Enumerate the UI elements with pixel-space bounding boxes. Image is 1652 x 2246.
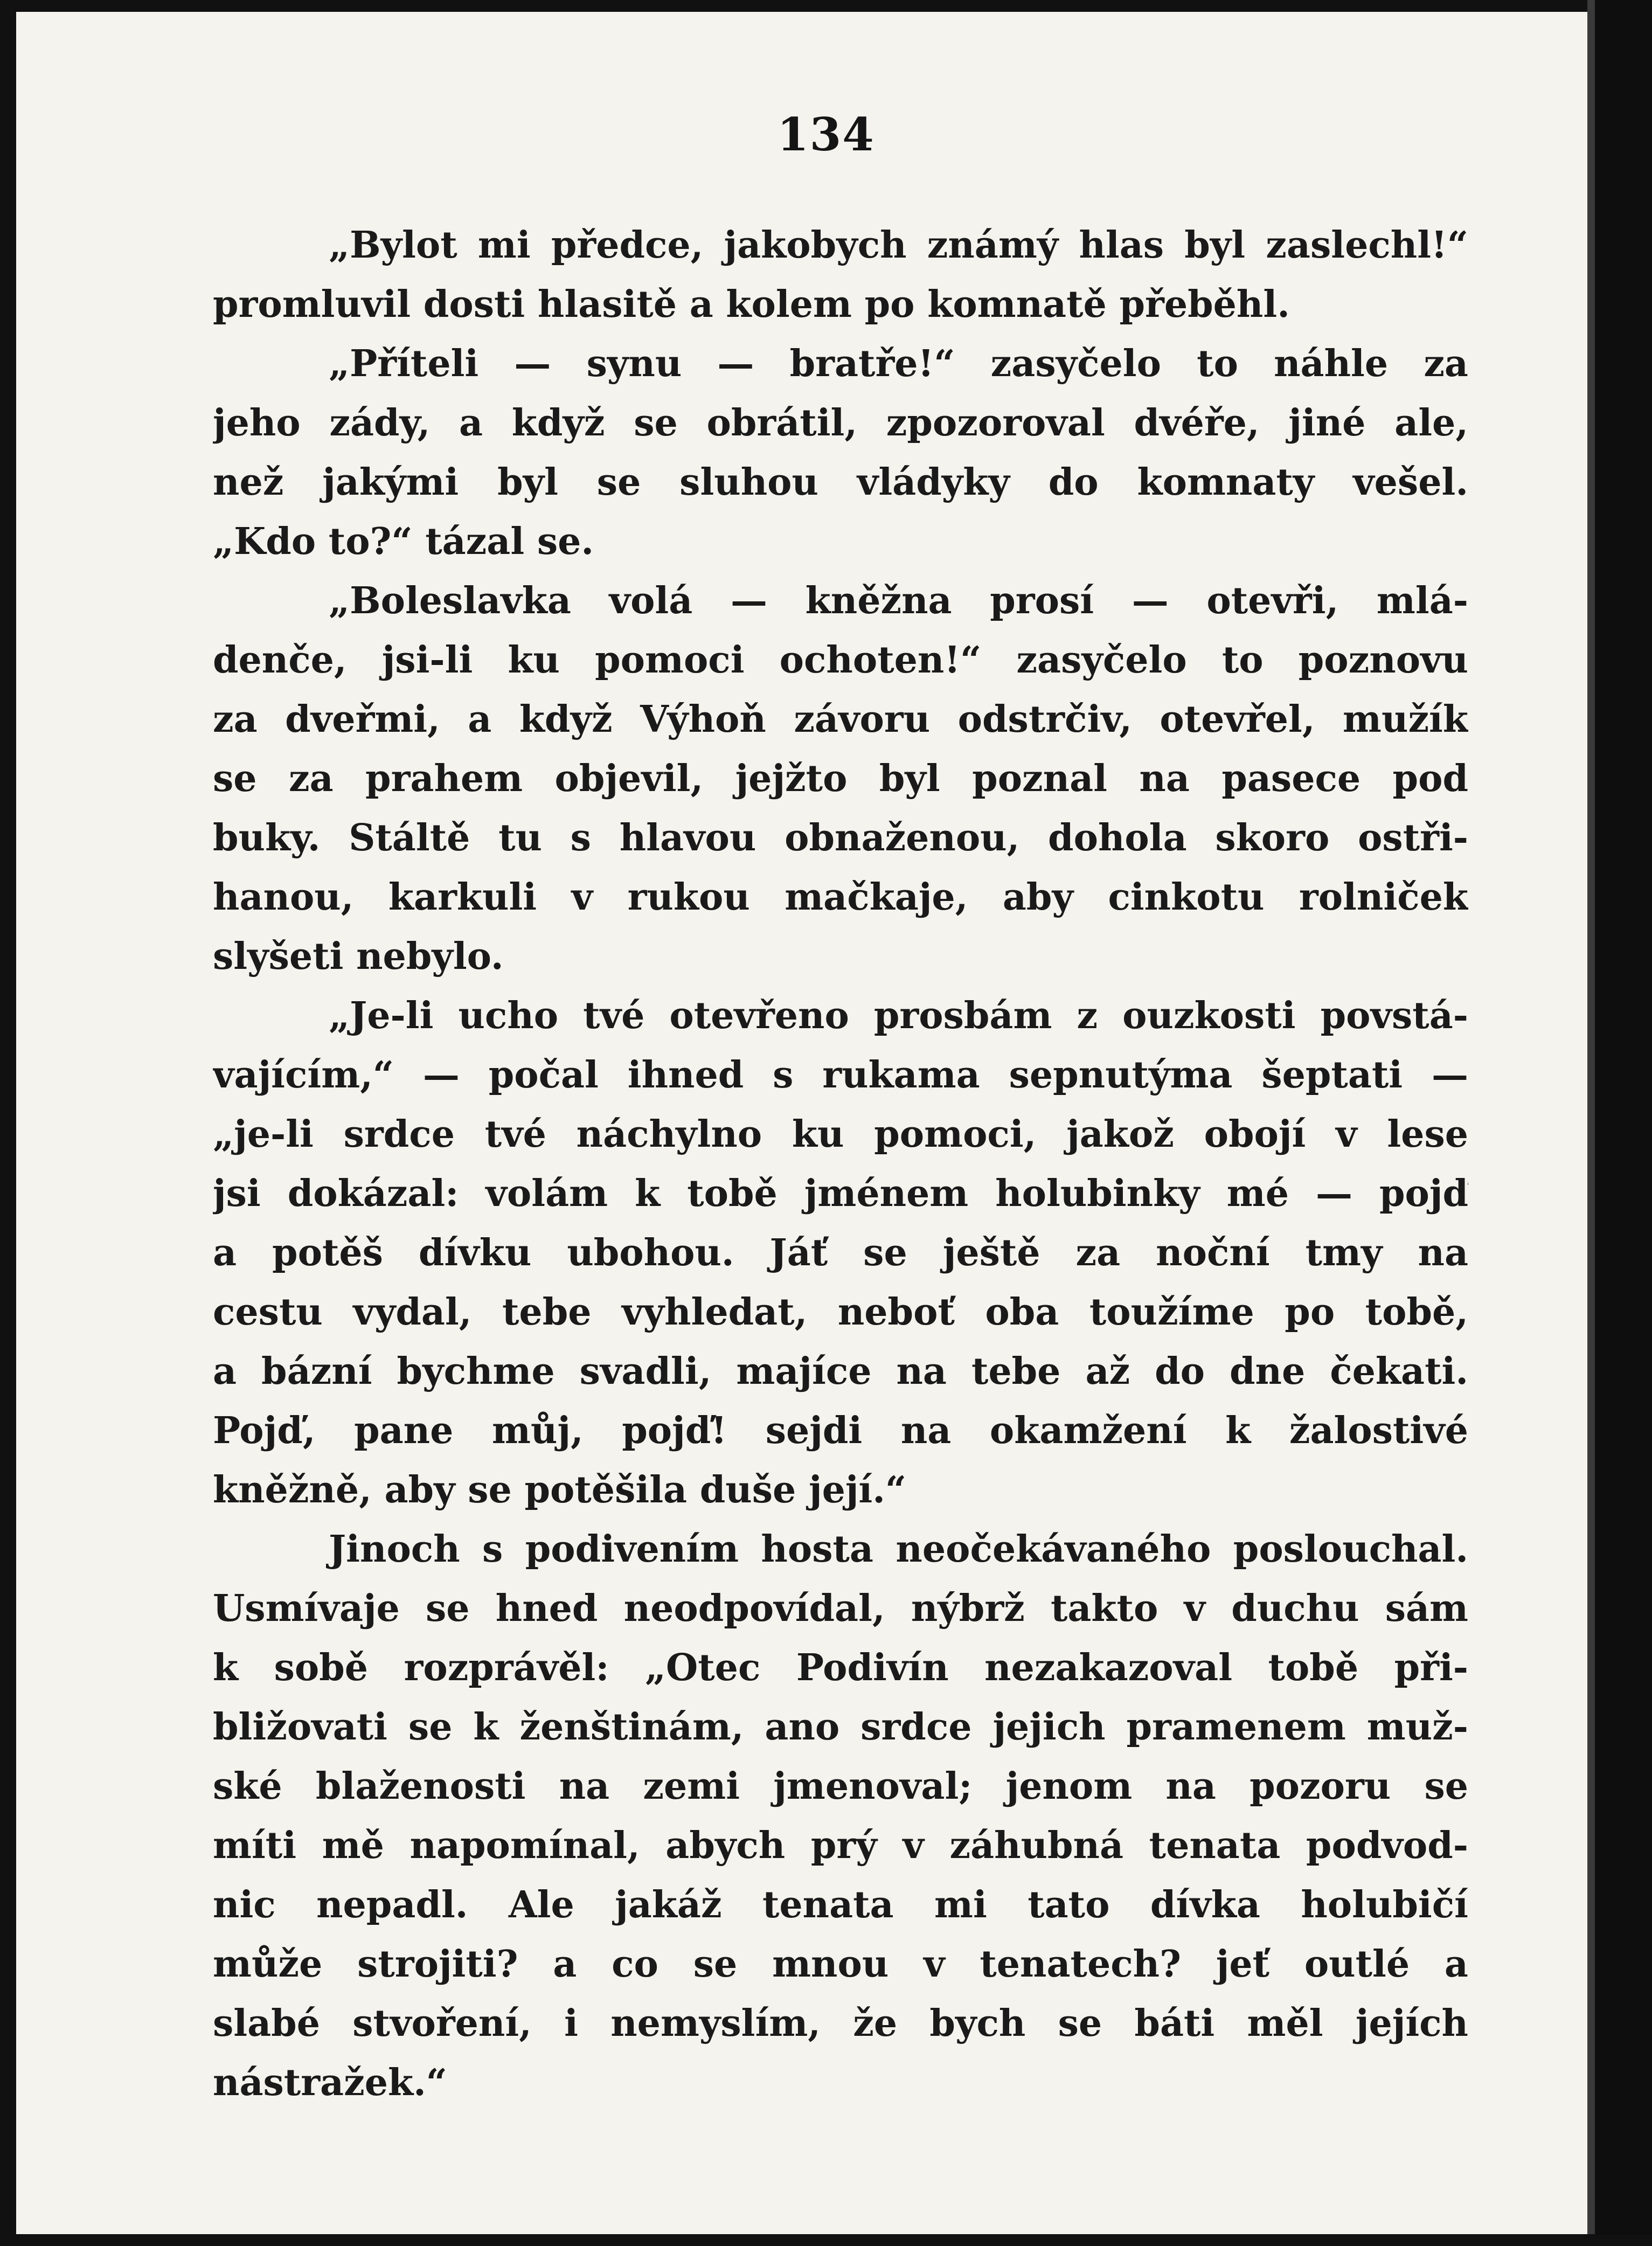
text-line: nástražek.“ (213, 2061, 447, 2104)
text-line: buky. Stáltě tu s hlavou obnaženou, dohola skoro ostři- (213, 816, 1468, 859)
text-line: slyšeti nebylo. (213, 935, 504, 978)
scan-border-top (0, 0, 1652, 12)
text-line: slabé stvoření, i nemyslím, že bych se báti měl jejích (213, 2002, 1468, 2045)
text-line: jsi dokázal: volám k tobě jménem holubinky mé — pojď (213, 1172, 1468, 1215)
text-line: „je-li srdce tvé náchylno ku pomoci, jakož obojí v lese (213, 1113, 1468, 1156)
text-line: ské blaženosti na zemi jmenoval; jenom na pozoru se (213, 1765, 1468, 1808)
text-line: a bázní bychme svadli, majíce na tebe až do dne čekati. (213, 1350, 1468, 1393)
text-line: promluvil dosti hlasitě a kolem po komnatě přeběhl. (213, 283, 1290, 326)
text-line: Jinoch s podivením hosta neočekávaného poslouchal. (329, 1528, 1468, 1571)
text-line: „Boleslavka volá — kněžna prosí — otevři, mlá- (329, 579, 1468, 622)
text-line: bližovati se k ženštinám, ano srdce jejich pramenem muž- (213, 1706, 1468, 1749)
text-line: hanou, karkuli v rukou mačkaje, aby cinkotu rolniček (213, 876, 1468, 919)
text-line: „Kdo to?“ tázal se. (213, 520, 594, 563)
text-line: „Je-li ucho tvé otevřeno prosbám z ouzkosti povstá- (329, 994, 1468, 1037)
text-line: cestu vydal, tebe vyhledat, neboť oba toužíme po tobě, (213, 1291, 1468, 1334)
scan-border-right-inner (1587, 0, 1595, 2246)
text-line: míti mě napomínal, abych prý v záhubná tenata podvod- (213, 1824, 1468, 1867)
text-line: nic nepadl. Ale jakáž tenata mi tato dívka holubičí (213, 1883, 1468, 1926)
scan-border-right (1595, 0, 1652, 2246)
text-line: Usmívaje se hned neodpovídal, nýbrž takto v duchu sám (213, 1587, 1468, 1630)
text-line: a potěš dívku ubohou. Jáť se ještě za noční tmy na (213, 1231, 1468, 1274)
text-line: denče, jsi-li ku pomoci ochoten!“ zasyčelo to poznovu (213, 639, 1468, 682)
scan-border-left (0, 0, 16, 2246)
text-line: Pojď, pane můj, pojď! sejdi na okamžení k žalostivé (213, 1409, 1468, 1452)
page-number: 134 (777, 108, 875, 161)
text-line: může strojiti? a co se mnou v tenatech? jeť outlé a (213, 1943, 1468, 1986)
text-line: „Bylot mi předce, jakobych známý hlas byl zaslechl!“ (329, 224, 1468, 267)
text-line: kněžně, aby se potěšila duše její.“ (213, 1468, 907, 1512)
body-text (213, 216, 1468, 2112)
text-line: jeho zády, a když se obrátil, zpozoroval dvéře, jiné ale, (213, 401, 1468, 445)
text-line: za dveřmi, a když Výhoň závoru odstrčiv, otevřel, mužík (213, 698, 1468, 741)
text-line: se za prahem objevil, jejžto byl poznal na pasece pod (213, 757, 1468, 800)
scan-border-bottom (0, 2234, 1652, 2246)
text-line: „Příteli — synu — bratře!“ zasyčelo to náhle za (329, 342, 1468, 385)
text-line: k sobě rozprávěl: „Otec Podivín nezakazoval tobě při- (213, 1646, 1468, 1689)
text-line: vajícím,“ — počal ihned s rukama sepnutýma šeptati — (213, 1053, 1468, 1097)
text-line: než jakými byl se sluhou vládyky do komnaty vešel. (213, 461, 1468, 504)
